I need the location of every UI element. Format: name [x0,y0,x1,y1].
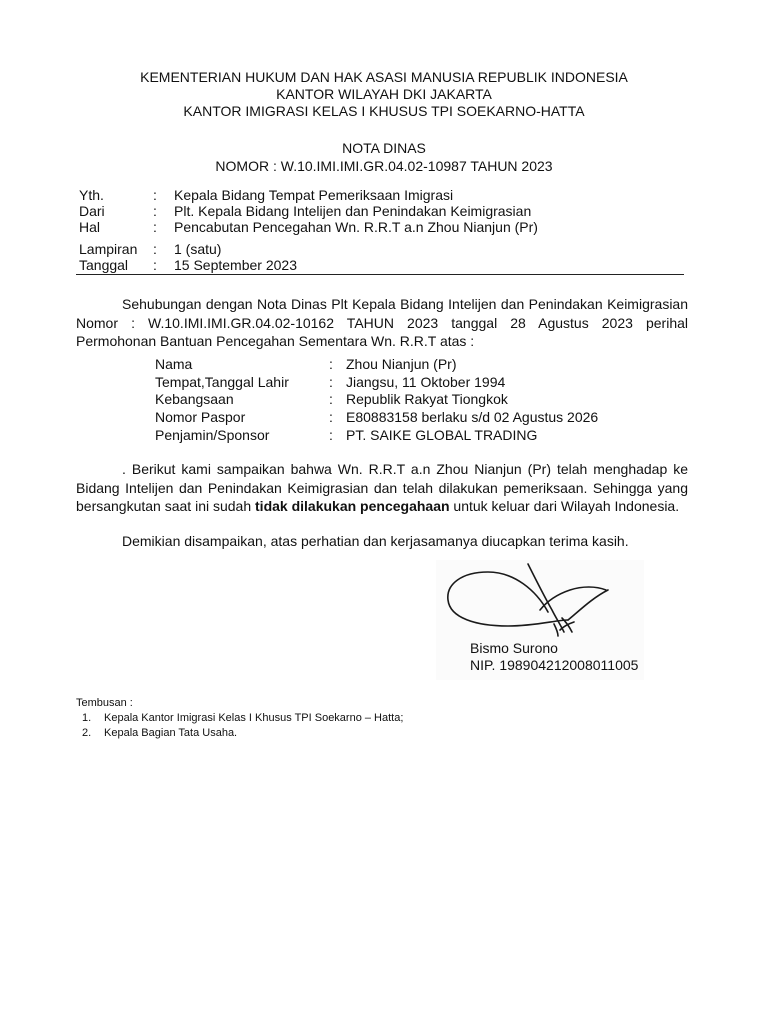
ministry-heading: KEMENTERIAN HUKUM DAN HAK ASASI MANUSIA REPUBLIK INDONESIA [140,69,628,85]
body-paragraph-2 [76,460,688,516]
detail-label-name: Nama [155,356,193,372]
colon: : [329,409,333,425]
paragraph-1-text: Sehubungan dengan Nota Dinas Plt Kepala Bidang Intelijen dan Penindakan Keimigrasian Nomor : W.10.IMI.IMI.GR.04.02-10162 TAHUN 2023 tanggal 28 Agustus 2023 perihal Permohonan Bantuan Pencegahan Sementara Wn. R.R.T atas : [76,296,688,349]
list-item [82,711,403,726]
closing-text: Demikian disampaikan, atas perhatian dan kerjasamanya diucapkan terima kasih. [122,533,629,549]
colon: : [329,427,333,443]
list-item [82,726,403,741]
subject-value: Pencabutan Pencegahan Wn. R.R.T a.n Zhou Nianjun (Pr) [174,219,538,235]
detail-value-passport: E80883158 berlaku s/d 02 Agustus 2026 [346,409,599,425]
paragraph-2-text-end: untuk keluar dari Wilayah Indonesia. [449,498,680,514]
sender-label: Dari [79,203,105,219]
addressee-label: Yth. [79,187,104,203]
date-value: 15 September 2023 [174,257,297,273]
copies-list [82,711,403,741]
list-text: Kepala Bagian Tata Usaha. [104,727,238,739]
detail-label-passport: Nomor Paspor [155,409,246,425]
detail-label-birth: Tempat,Tanggal Lahir [155,374,289,390]
colon: : [329,356,333,372]
list-number: 1. [82,712,92,724]
document-number: NOMOR : W.10.IMI.IMI.GR.04.02-10987 TAHUN 2023 [215,158,553,174]
signatory-block [470,640,638,674]
paragraph-2-emphasis: tidak dilakukan pencegahaan [255,498,450,514]
detail-label-sponsor: Penjamin/Sponsor [155,427,270,443]
detail-value-nationality: Republik Rakyat Tiongkok [346,391,508,407]
date-label: Tanggal [79,257,129,273]
sender-value: Plt. Kepala Bidang Intelijen dan Penindakan Keimigrasian [174,203,532,219]
body-paragraph-1 [76,295,688,351]
addressee-value: Kepala Bidang Tempat Pemeriksaan Imigrasi [174,187,454,203]
colon: : [153,187,157,203]
detail-value-birth: Jiangsu, 11 Oktober 1994 [346,374,506,390]
signatory-name: Bismo Surono [470,640,558,656]
list-number: 2. [82,727,92,739]
closing-paragraph [76,532,688,551]
detail-label-nationality: Kebangsaan [155,391,234,407]
colon: : [329,391,333,407]
attachment-value: 1 (satu) [174,241,222,257]
colon: : [329,374,333,390]
detail-value-name: Zhou Nianjun (Pr) [346,356,457,372]
subject-label: Hal [79,219,101,235]
office-heading: KANTOR IMIGRASI KELAS I KHUSUS TPI SOEKARNO-HATTA [183,103,585,119]
attachment-label: Lampiran [79,241,138,257]
paragraph-2-text: . Berikut kami sampaikan bahwa Wn. R.R.T a.n Zhou Nianjun (Pr) telah menghadap ke Bidang Intelijen dan Penindakan Keimigrasian dan telah dilakukan pemeriksaan. Sehingga yang bersangkutan saat ini sudah [76,461,688,514]
copies-heading: Tembusan : [76,697,133,709]
colon: : [153,241,157,257]
header-divider [76,274,684,275]
colon: : [153,203,157,219]
regional-office-heading: KANTOR WILAYAH DKI JAKARTA [276,86,492,102]
colon: : [153,257,157,273]
document-type: NOTA DINAS [342,140,426,156]
signatory-nip: NIP. 198904212008011005 [470,657,639,673]
colon: : [153,219,157,235]
list-text: Kepala Kantor Imigrasi Kelas I Khusus TPI Soekarno – Hatta; [104,712,404,724]
detail-value-sponsor: PT. SAIKE GLOBAL TRADING [346,427,538,443]
